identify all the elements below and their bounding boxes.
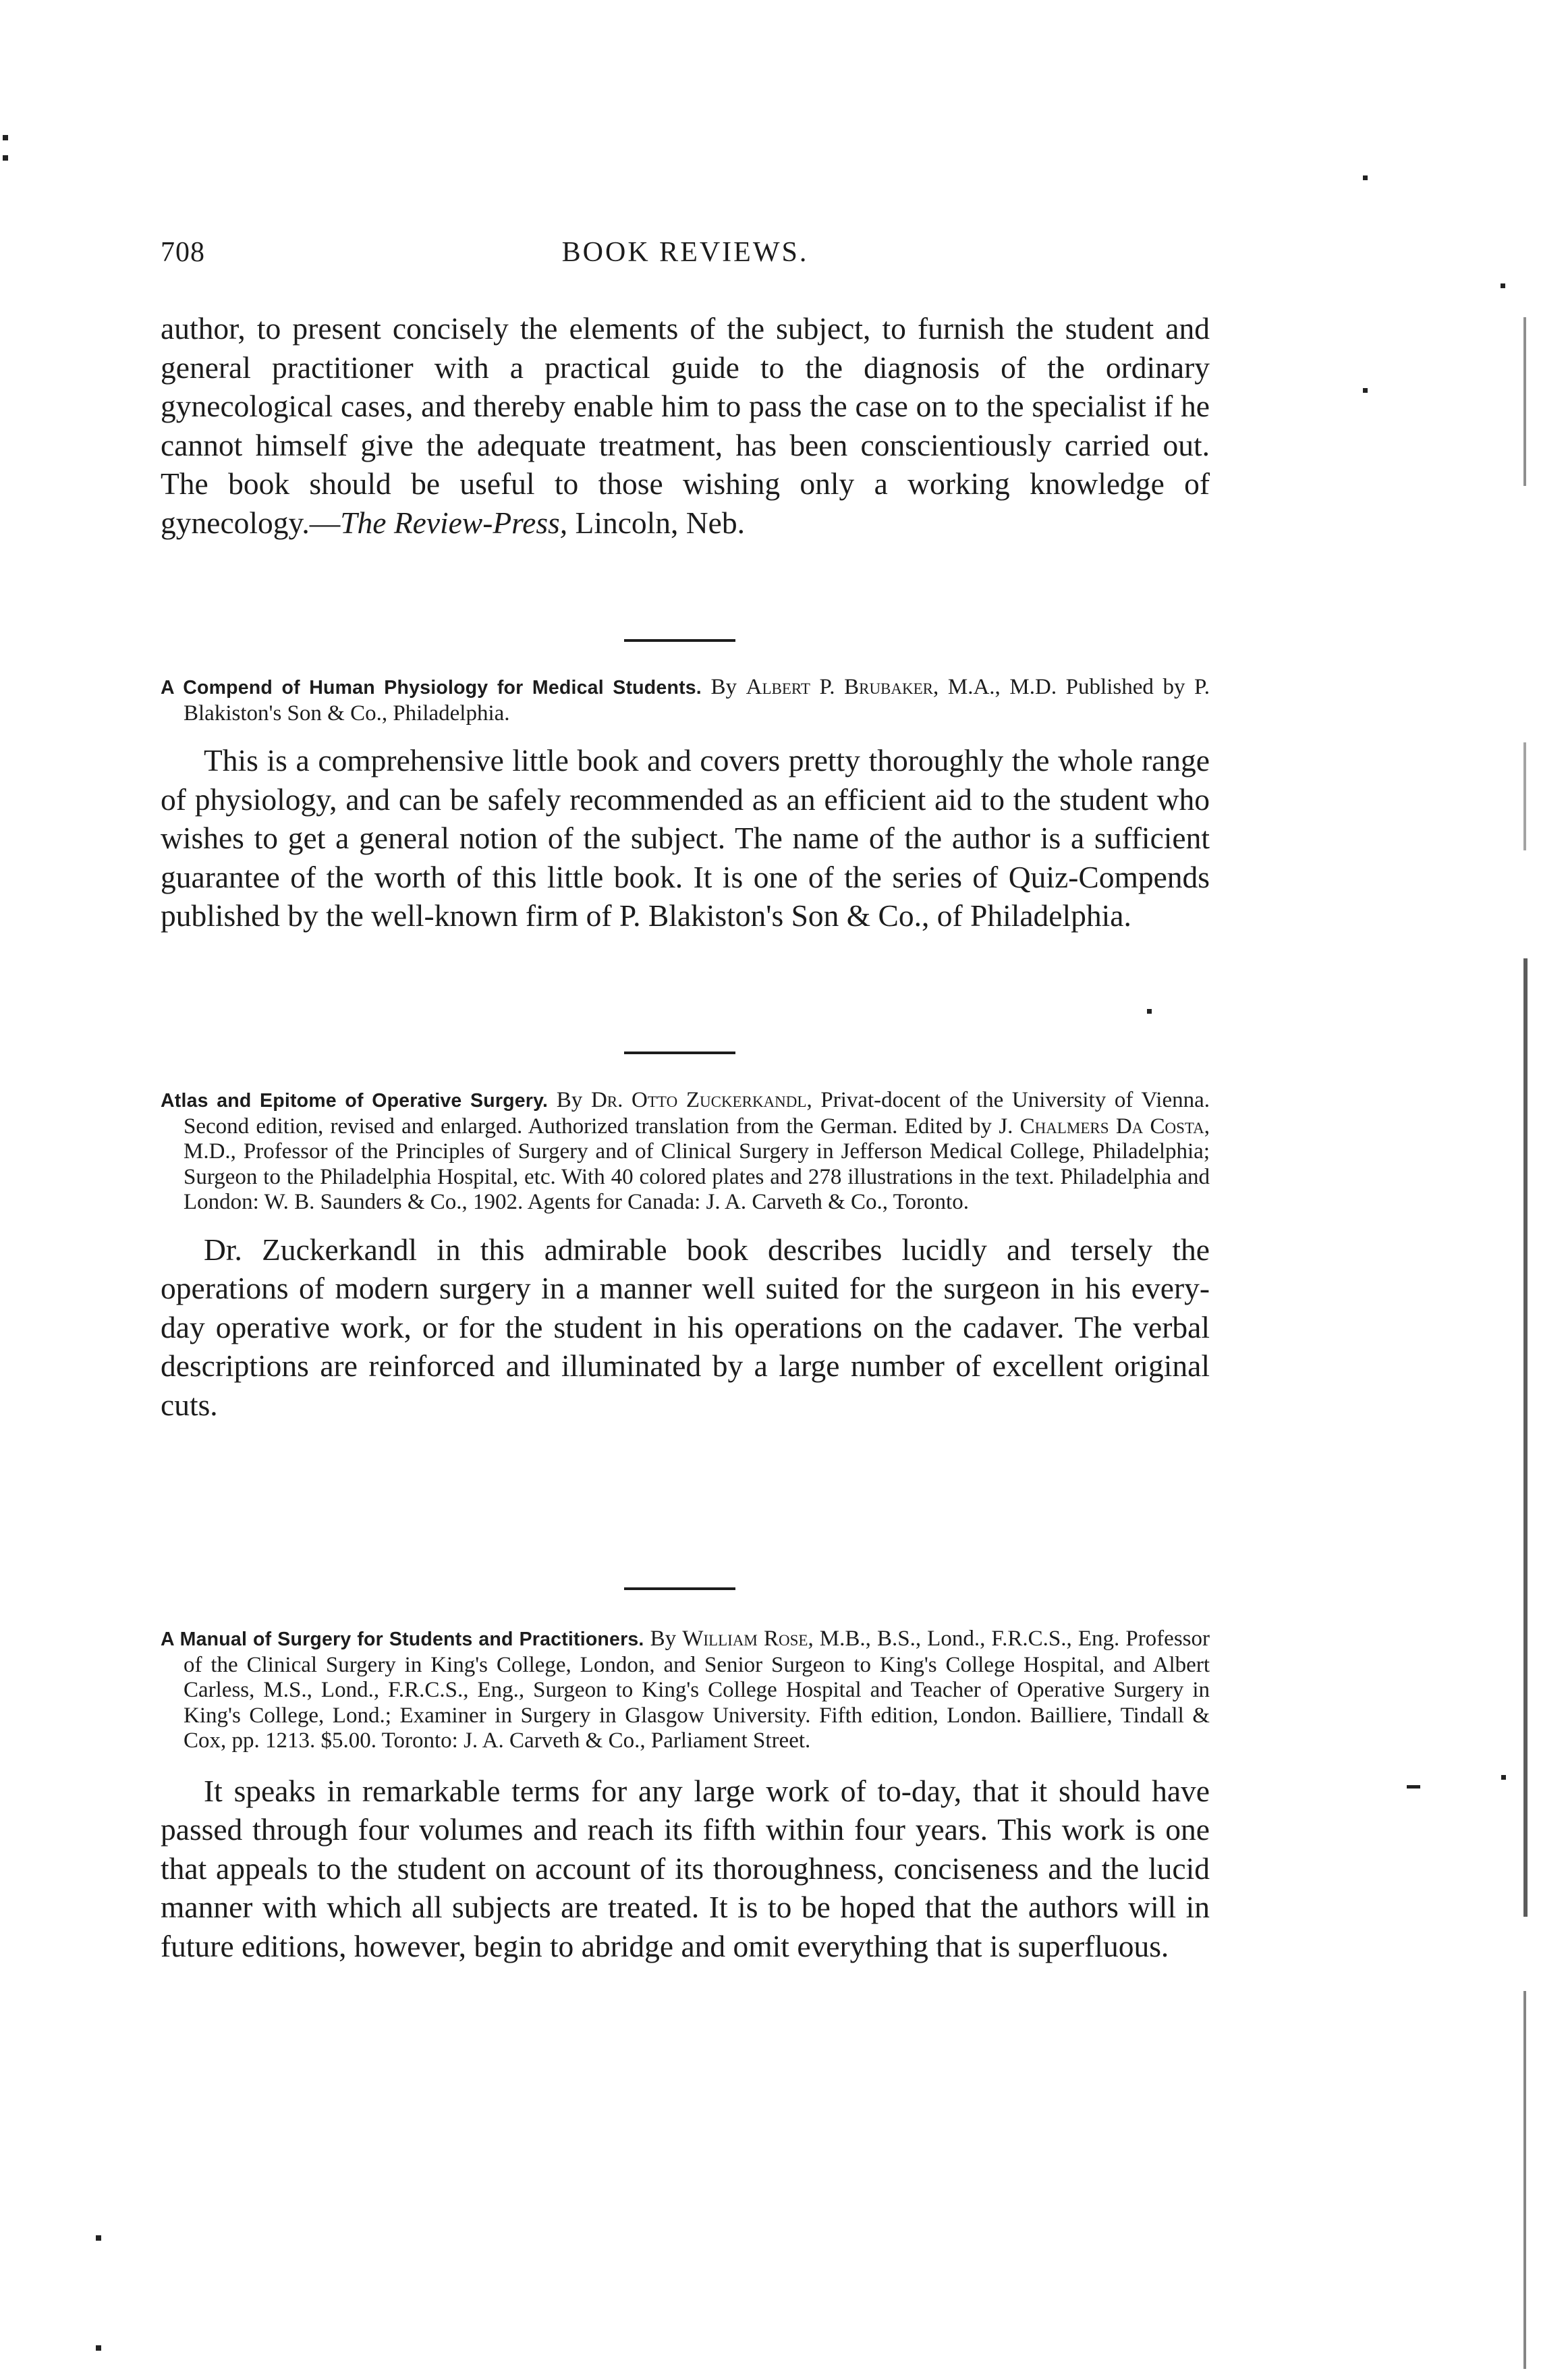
scan-speck [3, 155, 8, 161]
scan-speck [1501, 283, 1505, 288]
review-2-body: Dr. Zuckerkandl in this admirable book describes lucidly and tersely the operations of modern surgery in a manner well suited for the surgeon in his every-day operative work, or for the student in his operations on the cadaver. The verbal descriptions are reinforced and illuminated by a large number of excellent original cuts. [161, 1232, 1210, 1422]
binding-edge-mark [1523, 742, 1526, 850]
review-3-author: William Rose [682, 1627, 808, 1651]
review-3-citation [161, 1627, 1210, 1754]
running-head [161, 236, 1210, 277]
binding-edge-mark [1523, 1991, 1526, 2369]
review-1-citation [161, 675, 1210, 726]
scan-speck [1501, 1775, 1506, 1780]
review-2-details: , Privat-docent of the University of Vienna. Second edition, revised and enlarged. Authorized translation from the German. Edited by [184, 1088, 1210, 1139]
continuation-source-place: Lincoln, Neb. [567, 505, 745, 540]
review-3 [161, 1627, 1210, 1965]
review-1-details: , M.A., M.D. Published by P. Blakiston's Son & Co., Philadelphia. [184, 675, 1210, 726]
scan-speck [1363, 175, 1368, 180]
review-2-by: By [548, 1088, 591, 1112]
review-1-author: Albert P. Brubaker [746, 675, 934, 699]
scan-speck [96, 2235, 101, 2241]
review-1-body: This is a comprehensive little book and covers pretty thoroughly the whole range of physiology, and can be safely recommended as an efficient aid to the student who wishes to get a general notion of the subject. The name of the author is a sufficient guarantee of the worth of this little book. It is one of the series of Quiz-Compends published by the well-known firm of P. Blakiston's Son & Co., of Philadelphia. [161, 743, 1210, 933]
review-3-book-title: A Manual of Surgery for Students and Practitioners. [161, 1629, 644, 1650]
binding-edge-mark [1523, 958, 1528, 1917]
review-2-details-2: , M.D., Professor of the Principles of Surgery and of Clinical Surgery in Jefferson Medical College, Philadelphia; Surgeon to the Philadelphia Hospital, etc. With 40 colored plates and 278 illustrations in the text. Philadelphia and London: W. B. Saunders & Co., 1902. Agents for Canada: J. A. Carveth & Co., Toronto. [184, 1114, 1210, 1214]
review-2-citation [161, 1088, 1210, 1216]
running-head-title: BOOK REVIEWS. [561, 237, 809, 268]
scan-speck [96, 2345, 101, 2351]
review-1 [161, 675, 1210, 935]
review-2-author: Dr. Otto Zuckerkandl [590, 1088, 807, 1112]
review-2-book-title: Atlas and Epitome of Operative Surgery. [161, 1090, 549, 1112]
scan-speck [3, 135, 8, 140]
review-3-by: By [644, 1627, 683, 1651]
review-1-book-title: A Compend of Human Physiology for Medical Students. [161, 677, 702, 699]
scan-speck [1363, 388, 1368, 393]
section-divider [624, 1052, 735, 1054]
continuation-paragraph [161, 309, 1210, 543]
scan-speck [1147, 1009, 1152, 1014]
continuation-source: The Review-Press, [340, 505, 568, 540]
scan-speck [1407, 1785, 1420, 1789]
binding-edge-mark [1523, 317, 1526, 486]
review-1-by: By [701, 675, 746, 699]
review-3-details: , M.B., B.S., Lond., F.R.C.S., Eng. Professor of the Clinical Surgery in King's College, London, and Senior Surgeon to King's College Hospital, and Albert Carless, M.S., Lond., F.R.C.S., Eng., Surgeon to King's College Hospital and Teacher of Operative Surgery in King's College, Lond.; Examiner in Surgery in Glasgow University. Fifth edition, London. Bailliere, Tindall & Cox, pp. 1213. $5.00. Toronto: J. A. Carveth & Co., Parliament Street. [184, 1627, 1210, 1753]
review-2-editor: J. Chalmers Da Costa [999, 1114, 1204, 1139]
section-divider [624, 1587, 735, 1590]
continuation-block [161, 309, 1210, 543]
review-2 [161, 1088, 1210, 1424]
page-number: 708 [161, 237, 205, 268]
continuation-text: author, to present concisely the elements of the subject, to furnish the student and general practitioner with a practical guide to the diagnosis of the ordinary gynecological cases, and thereby enable him to pass the case on to the specialist if he cannot himself give the adequate treatment, has been conscientiously carried out. The book should be useful to those wishing only a working knowledge of gynecology.— [161, 311, 1210, 540]
review-3-body: It speaks in remarkable terms for any large work of to-day, that it should have passed through four volumes and reach its fifth within four years. This work is one that appeals to the student on account of its thoroughness, conciseness and the lucid manner with which all subjects are treated. It is to be hoped that the authors will in future editions, however, begin to abridge and omit everything that is superfluous. [161, 1773, 1210, 1963]
section-divider [624, 639, 735, 642]
